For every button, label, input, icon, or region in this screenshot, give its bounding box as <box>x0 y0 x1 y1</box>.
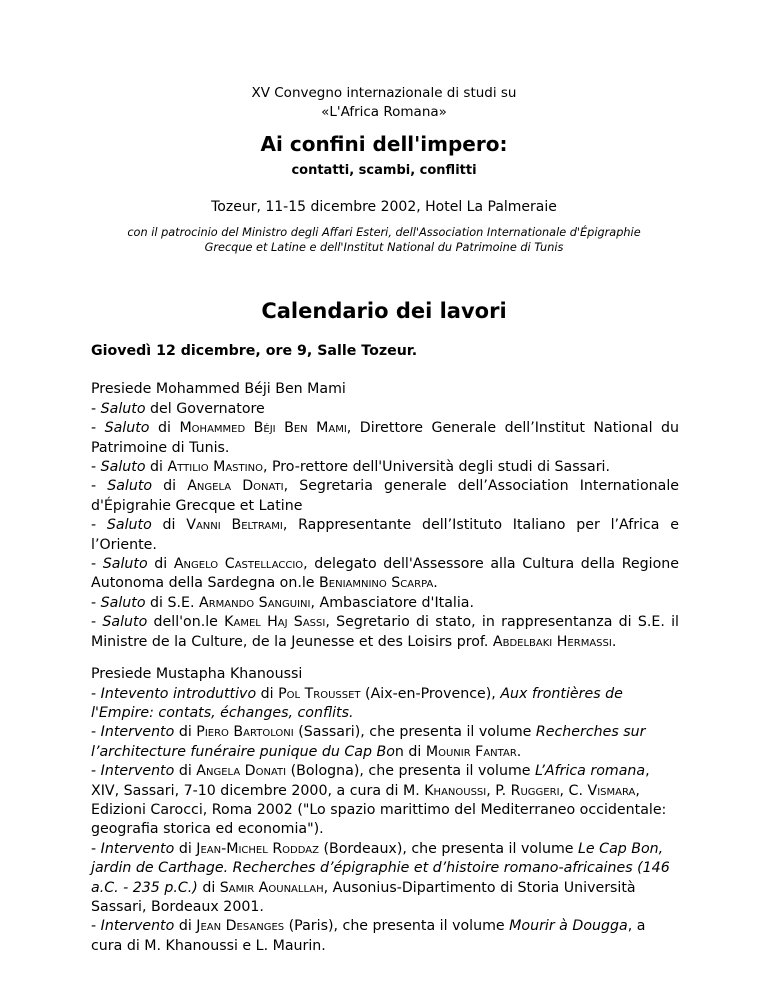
text: di <box>151 517 187 534</box>
text: . <box>433 575 438 592</box>
text: , Segretario di stato, in rappresentanza di S.E. il Ministre de la Culture, de la Jeunesse et des Loisirs prof. <box>91 614 679 650</box>
text: - <box>91 614 103 631</box>
italic-text: Intervento <box>100 918 175 935</box>
text: , C. <box>559 782 588 799</box>
program-item <box>91 458 679 477</box>
text: (Bologna), che presenta il volume <box>286 763 536 780</box>
text: , Ausonius-Dipartimento di Storia Università Sassari, Bordeaux 2001. <box>91 879 636 915</box>
text: di <box>149 420 180 437</box>
patronage-line: con il patrocinio del Ministro degli Affari Esteri, dell'Association Internationale d'Épigraphie <box>127 226 641 239</box>
text: Presiede Mustapha Khanoussi <box>91 666 303 683</box>
text: - <box>91 420 105 437</box>
text: Presiede Mohammed Béji Ben Mami <box>91 381 346 398</box>
person-name: Pol Trousset <box>278 685 361 702</box>
text: (Bordeaux), che presenta il volume <box>318 840 579 857</box>
text: - <box>91 918 101 935</box>
program-item <box>91 840 679 918</box>
person-name: Kamel Haj Sassi <box>224 614 326 631</box>
session-chair <box>91 380 679 399</box>
text: di <box>152 478 188 495</box>
person-name: Khanoussi <box>424 782 487 799</box>
person-name: Piero Bartoloni <box>196 724 294 741</box>
conference-series: «L'Africa Romana» <box>321 104 447 120</box>
text: , a cura di M. Khanoussi e L. Maurin. <box>91 918 646 954</box>
patronage-line: Grecque et Latine e dell'Institut National du Patrimoine di Tunis <box>204 241 564 254</box>
italic-text: Saluto <box>107 478 153 495</box>
text: , Segretaria generale dell’Association Internationale d'Épigrahie Grecque et Latine <box>91 478 680 514</box>
text: - <box>91 459 101 476</box>
italic-text: Mourir à Dougga <box>509 918 628 935</box>
text: , Direttore Generale dell’Institut National du Patrimoine di Tunis. <box>91 420 679 456</box>
program-item <box>91 400 679 419</box>
text: di <box>174 840 197 857</box>
session-chair <box>91 665 679 684</box>
italic-text: Recherches sur l’architecture funéraire punique du Cap Bo <box>91 724 646 760</box>
text: n di <box>394 743 426 760</box>
person-name: Mohammed Béji Ben Mami <box>179 420 347 437</box>
text: - <box>91 685 101 702</box>
text: (Sassari), che presenta il volume <box>293 724 536 741</box>
text: (Aix-en-Provence), <box>360 685 501 702</box>
patronage-note <box>0 225 768 255</box>
text: , XIV, Sassari, 7-10 dicembre 2000, a cura di M. <box>91 763 650 799</box>
italic-text: Intervento <box>100 840 175 857</box>
text: dell'on.le <box>147 614 225 631</box>
text: , Rappresentante dell’Istituto Italiano per l’Africa e l’Oriente. <box>91 517 679 553</box>
person-name: Beniamnino Scarpa <box>319 575 434 592</box>
text: di <box>174 918 197 935</box>
program-item <box>91 762 679 840</box>
italic-text: Aux frontières de l'Empire: contats, échanges, conflits. <box>91 685 623 721</box>
text: - <box>91 556 103 573</box>
program-item <box>91 917 679 956</box>
text: - <box>91 840 101 857</box>
conference-heading <box>0 84 768 122</box>
program-item <box>91 419 679 458</box>
italic-text: Intervento <box>100 763 175 780</box>
italic-text: Intevento introduttivo <box>100 685 257 702</box>
italic-text: Le Cap Bon, jardin de Carthage. Recherches d’épigraphie et d’histoire romano-africaines (146 a.C. - 235 p.C.) <box>91 840 670 896</box>
calendar-title: Calendario dei lavori <box>261 299 507 323</box>
person-name: Angela Donati <box>187 478 284 495</box>
person-name: Samir Aounallah <box>219 879 324 896</box>
program-item <box>91 555 679 594</box>
italic-text: Saluto <box>102 556 148 573</box>
program-item <box>91 613 679 652</box>
conference-title: Ai confini dell'impero: <box>260 132 508 156</box>
text: , Edizioni Carocci, Roma 2002 ("Lo spazio marittimo del Mediterraneo occidentale: geografia storica ed economia"). <box>91 782 667 838</box>
program-item <box>91 594 679 613</box>
text: - <box>91 763 101 780</box>
program-item <box>91 723 679 762</box>
person-name: Ruggeri <box>510 782 560 799</box>
text: di <box>197 879 220 896</box>
italic-text: Intervento <box>100 724 175 741</box>
italic-text: Saluto <box>104 420 150 437</box>
text: - <box>91 517 107 534</box>
person-name: Jean-Michel Roddaz <box>196 840 319 857</box>
program-item <box>91 477 679 516</box>
text: , delegato dell'Assessore alla Cultura della Regione Autonoma della Sardegna on.le <box>91 556 679 592</box>
person-name: Armando Sanguini <box>199 594 311 611</box>
person-name: Attilio Mastino <box>167 459 263 476</box>
text: di <box>147 556 174 573</box>
person-name: Mounir Fantar <box>425 743 517 760</box>
text: - <box>91 478 108 495</box>
text: di <box>174 724 197 741</box>
program-session <box>91 380 679 652</box>
text: di S.E. <box>145 594 199 611</box>
person-name: Vanni Beltrami <box>186 517 283 534</box>
person-name: Angelo Castellaccio <box>173 556 304 573</box>
italic-text: Saluto <box>100 594 146 611</box>
text: , Ambasciatore d'Italia. <box>310 594 474 611</box>
italic-text: Saluto <box>100 459 146 476</box>
day-heading: Giovedì 12 dicembre, ore 9, Salle Tozeur. <box>91 343 418 359</box>
person-name: Vismara <box>587 782 636 799</box>
program-item <box>91 516 679 555</box>
conference-line: XV Convegno internazionale di studi su <box>251 85 517 101</box>
text: - <box>91 594 101 611</box>
conference-place-date: Tozeur, 11-15 dicembre 2002, Hotel La Palmeraie <box>211 199 557 215</box>
person-name: Abdelbaki Hermassi <box>492 633 612 650</box>
italic-text: Saluto <box>100 400 146 417</box>
program-body <box>91 342 679 969</box>
text: del Governatore <box>145 400 265 417</box>
person-name: Jean Desanges <box>196 918 285 935</box>
program-session <box>91 665 679 956</box>
text: - <box>91 724 101 741</box>
text: - <box>91 400 101 417</box>
italic-text: Saluto <box>102 614 148 631</box>
text: di <box>256 685 279 702</box>
text: di <box>145 459 168 476</box>
text: . <box>516 743 522 760</box>
person-name: Angela Donati <box>196 763 287 780</box>
italic-text: L’Africa romana <box>535 763 646 780</box>
conference-subtitle: contatti, scambi, conflitti <box>291 163 477 178</box>
text: , Pro-rettore dell'Università degli studi di Sassari. <box>262 459 611 476</box>
text: . <box>611 633 617 650</box>
text: (Paris), che presenta il volume <box>284 918 510 935</box>
text: , P. <box>486 782 511 799</box>
text: di <box>174 763 197 780</box>
program-item <box>91 685 679 724</box>
italic-text: Saluto <box>106 517 152 534</box>
